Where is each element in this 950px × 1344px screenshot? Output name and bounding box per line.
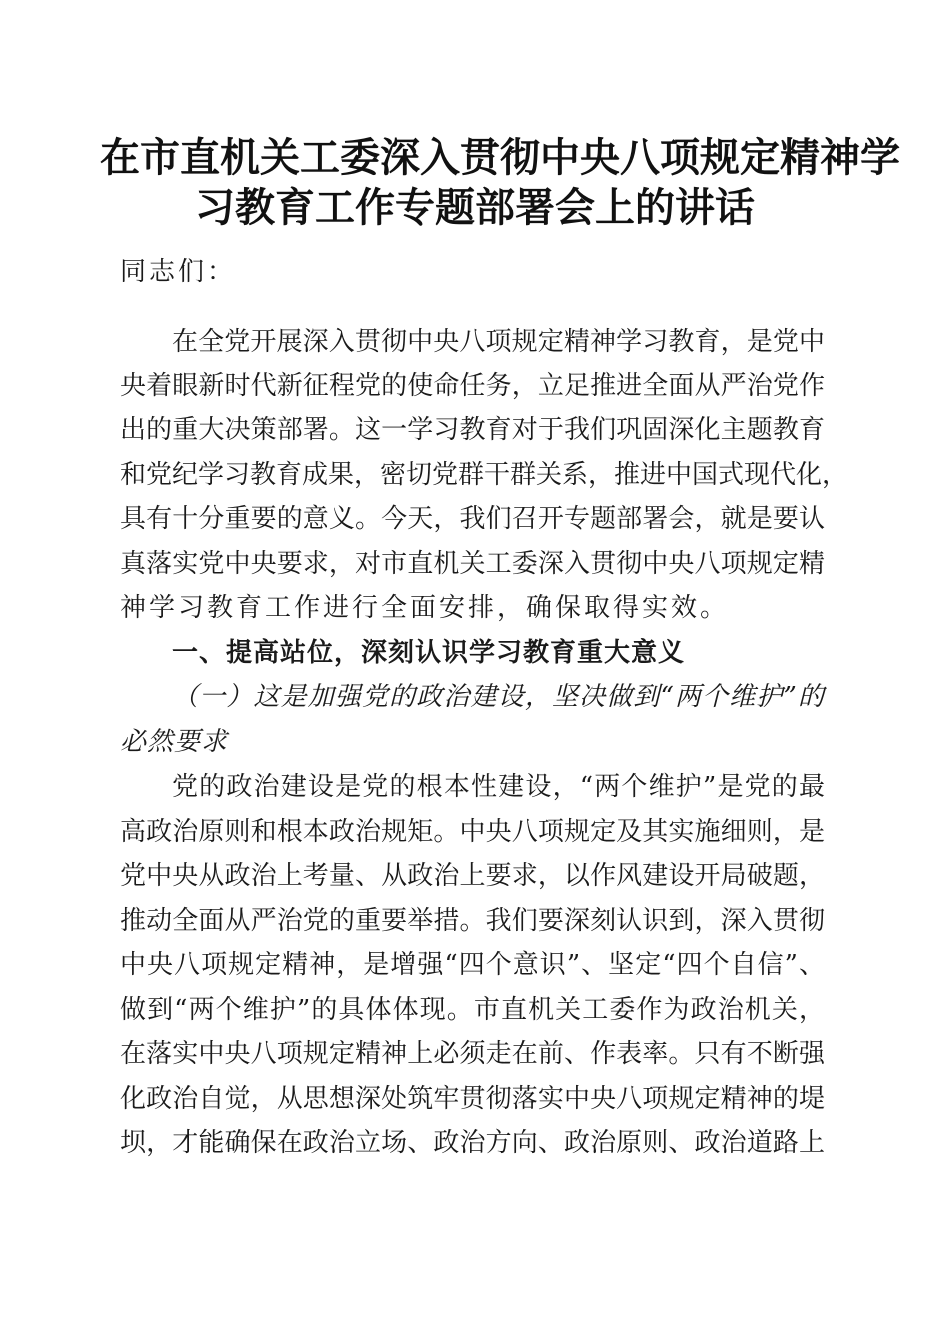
body-line: 党的政治建设是党的根本性建设，“两个维护”是党的最 xyxy=(172,772,825,802)
intro-line: 央着眼新时代新征程党的使命任务，立足推进全面从严治党作 xyxy=(120,371,825,401)
body-line: 中央八项规定精神，是增强“四个意识”、坚定“四个自信”、 xyxy=(120,950,825,980)
body-line: 化政治自觉，从思想深处筑牢贯彻落实中央八项规定精神的堤 xyxy=(120,1084,825,1114)
subsection-heading-line-1: （一）这是加强党的政治建设，坚决做到“两个维护”的 xyxy=(172,682,825,712)
intro-line: 神学习教育工作进行全面安排，确保取得实效。 xyxy=(120,593,730,623)
intro-line: 具有十分重要的意义。今天，我们召开专题部署会，就是要认 xyxy=(120,504,825,534)
intro-line: 和党纪学习教育成果，密切党群干群关系，推进中国式现代化， xyxy=(120,460,849,490)
subsection-heading-line-2: 必然要求 xyxy=(120,727,229,757)
body-line: 党中央从政治上考量、从政治上要求，以作风建设开局破题， xyxy=(120,861,825,891)
salutation: 同志们： xyxy=(120,257,237,287)
body-line: 坝，才能确保在政治立场、政治方向、政治原则、政治道路上 xyxy=(120,1128,825,1158)
intro-line: 出的重大决策部署。这一学习教育对于我们巩固深化主题教育 xyxy=(120,415,825,445)
document-title-line-1: 在市直机关工委深入贯彻中央八项规定精神学 xyxy=(100,134,900,181)
body-line: 高政治原则和根本政治规矩。中央八项规定及其实施细则，是 xyxy=(120,817,825,847)
document-title-line-2: 习教育工作专题部署会上的讲话 xyxy=(195,184,755,231)
body-line: 推动全面从严治党的重要举措。我们要深刻认识到，深入贯彻 xyxy=(120,906,825,936)
intro-line: 在全党开展深入贯彻中央八项规定精神学习教育，是党中 xyxy=(172,327,825,357)
body-line: 在落实中央八项规定精神上必须走在前、作表率。只有不断强 xyxy=(120,1039,825,1069)
intro-line: 真落实党中央要求，对市直机关工委深入贯彻中央八项规定精 xyxy=(120,549,825,579)
body-line: 做到“两个维护”的具体体现。市直机关工委作为政治机关， xyxy=(120,995,825,1025)
section-heading: 一、提高站位，深刻认识学习教育重大意义 xyxy=(172,638,686,668)
